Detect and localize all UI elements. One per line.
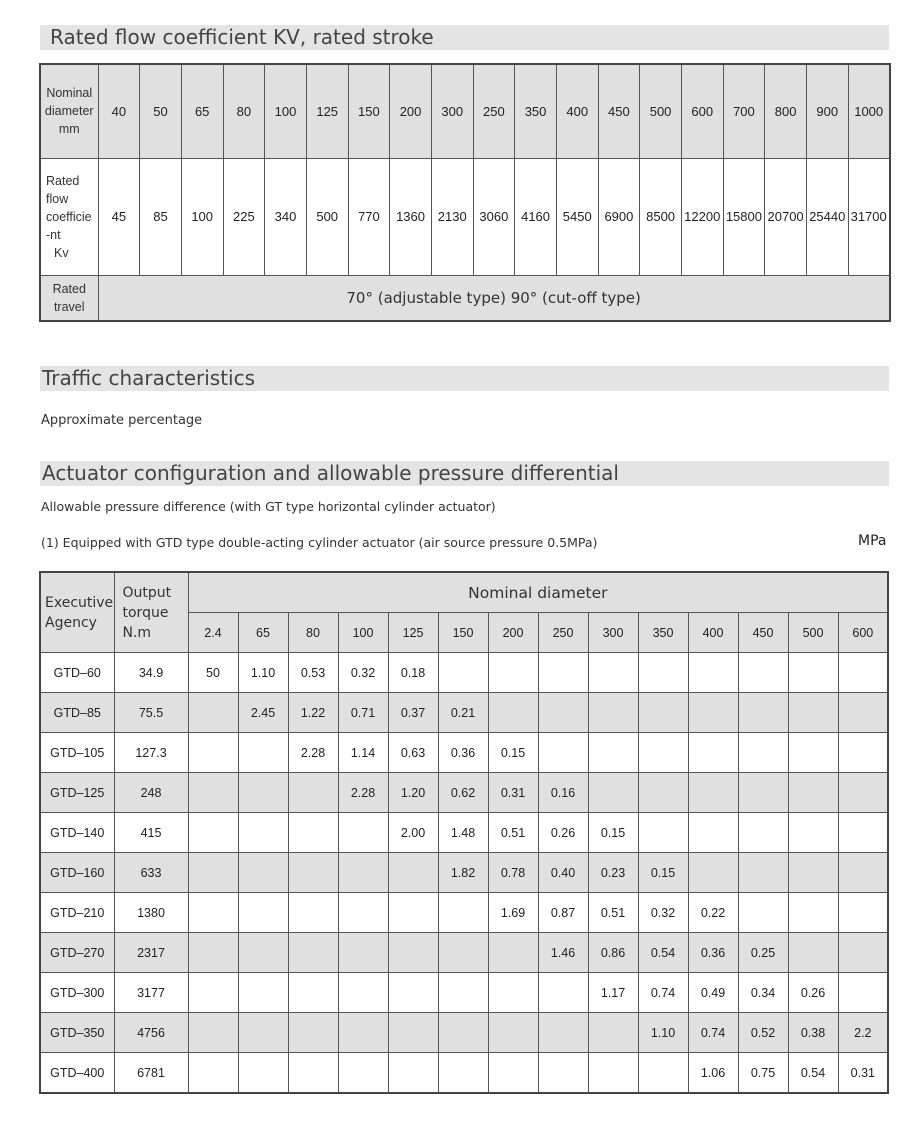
pressure-value-cell: 0.53: [288, 653, 338, 693]
pressure-value-cell: 1.20: [388, 773, 438, 813]
pressure-value-cell: [688, 693, 738, 733]
pressure-value-cell: 0.16: [538, 773, 588, 813]
header-line: torque: [122, 604, 169, 621]
table-row: [40, 893, 888, 933]
pressure-value-cell: [238, 893, 288, 933]
pressure-value-cell: [238, 1053, 288, 1094]
pressure-value-cell: [738, 813, 788, 853]
pressure-value-cell: [238, 973, 288, 1013]
pressure-value-cell: 1.48: [438, 813, 488, 853]
nominal-diameter-cell: 80: [223, 64, 265, 158]
actuator-model-cell: GTD–85: [40, 693, 114, 733]
pressure-value-cell: 1.06: [688, 1053, 738, 1094]
pressure-value-cell: [388, 1053, 438, 1094]
pressure-value-cell: [838, 813, 888, 853]
pressure-value-cell: 0.63: [388, 733, 438, 773]
row-nominal-diameter: [40, 64, 890, 158]
nominal-diameter-cell: 1000: [848, 64, 890, 158]
pressure-value-cell: [438, 933, 488, 973]
pressure-value-cell: 1.46: [538, 933, 588, 973]
pressure-value-cell: [538, 733, 588, 773]
diameter-header-cell: 100: [338, 613, 388, 653]
section-title-flow: Rated flow coefficient KV, rated stroke: [50, 25, 434, 49]
label-line: Rated: [52, 281, 86, 296]
nominal-diameter-cell: 125: [306, 64, 348, 158]
pressure-value-cell: [338, 893, 388, 933]
pressure-value-cell: [388, 973, 438, 1013]
pressure-value-cell: [788, 933, 838, 973]
diameter-header-cell: 80: [288, 613, 338, 653]
pressure-value-cell: [388, 853, 438, 893]
nominal-diameter-cell: 200: [390, 64, 432, 158]
pressure-value-cell: [288, 1053, 338, 1094]
pressure-value-cell: [738, 773, 788, 813]
pressure-value-cell: [488, 1053, 538, 1094]
diameter-header-cell: 450: [738, 613, 788, 653]
pressure-value-cell: [438, 973, 488, 1013]
pressure-value-cell: [188, 973, 238, 1013]
pressure-value-cell: [588, 1053, 638, 1094]
output-torque-cell: 1380: [114, 893, 188, 933]
pressure-value-cell: [638, 813, 688, 853]
pressure-value-cell: [838, 653, 888, 693]
pressure-value-cell: [538, 1053, 588, 1094]
table-row: [40, 653, 888, 693]
nominal-diameter-cell: 300: [431, 64, 473, 158]
nominal-diameter-cell: 900: [806, 64, 848, 158]
pressure-value-cell: [388, 893, 438, 933]
pressure-value-cell: 0.75: [738, 1053, 788, 1094]
pressure-value-cell: 2.00: [388, 813, 438, 853]
nominal-diameter-cell: 500: [640, 64, 682, 158]
nominal-diameter-cell: 65: [181, 64, 223, 158]
pressure-value-cell: 2.45: [238, 693, 288, 733]
pressure-value-cell: [488, 973, 538, 1013]
pressure-value-cell: 0.52: [738, 1013, 788, 1053]
pressure-value-cell: 1.22: [288, 693, 338, 733]
pressure-value-cell: [538, 653, 588, 693]
header-line: Agency: [45, 614, 97, 631]
pressure-value-cell: 1.10: [638, 1013, 688, 1053]
pressure-value-cell: [188, 893, 238, 933]
pressure-value-cell: [538, 1013, 588, 1053]
pressure-value-cell: 0.38: [788, 1013, 838, 1053]
kv-value-cell: 3060: [473, 158, 515, 275]
table-row: [40, 1053, 888, 1094]
header-executive-agency: [40, 572, 114, 653]
kv-value-cell: 1360: [390, 158, 432, 275]
pressure-value-cell: [588, 1013, 638, 1053]
output-torque-cell: 3177: [114, 973, 188, 1013]
nominal-diameter-cell: 700: [723, 64, 765, 158]
pressure-value-cell: [538, 693, 588, 733]
label-line: Nominal: [46, 86, 93, 101]
pressure-value-cell: [238, 1013, 288, 1053]
kv-value-cell: 12200: [681, 158, 723, 275]
actuator-model-cell: GTD–60: [40, 653, 114, 693]
pressure-value-cell: [738, 853, 788, 893]
pressure-value-cell: [588, 693, 638, 733]
pressure-value-cell: 0.26: [788, 973, 838, 1013]
actuator-model-cell: GTD–400: [40, 1053, 114, 1094]
pressure-value-cell: 1.69: [488, 893, 538, 933]
output-torque-cell: 75.5: [114, 693, 188, 733]
actuator-model-cell: GTD–160: [40, 853, 114, 893]
pressure-value-cell: [688, 853, 738, 893]
pressure-value-cell: 0.71: [338, 693, 388, 733]
pressure-value-cell: 0.86: [588, 933, 638, 973]
pressure-value-cell: 1.14: [338, 733, 388, 773]
kv-value-cell: 100: [181, 158, 223, 275]
pressure-value-cell: [288, 973, 338, 1013]
diameter-header-cell: 350: [638, 613, 688, 653]
pressure-value-cell: 2.28: [338, 773, 388, 813]
pressure-value-cell: 0.54: [788, 1053, 838, 1094]
pressure-value-cell: [838, 853, 888, 893]
pressure-value-cell: 0.15: [488, 733, 538, 773]
rated-travel-value: 70° (adjustable type) 90° (cut-off type): [98, 275, 890, 321]
pressure-value-cell: [288, 933, 338, 973]
pressure-value-cell: 0.34: [738, 973, 788, 1013]
pressure-value-cell: [288, 813, 338, 853]
pressure-value-cell: [838, 733, 888, 773]
pressure-value-cell: [338, 853, 388, 893]
pressure-value-cell: [488, 653, 538, 693]
actuator-model-cell: GTD–270: [40, 933, 114, 973]
kv-value-cell: 770: [348, 158, 390, 275]
kv-value-cell: 45: [98, 158, 140, 275]
rated-travel-label: [40, 275, 98, 321]
pressure-value-cell: 1.17: [588, 973, 638, 1013]
kv-value-cell: 6900: [598, 158, 640, 275]
nominal-diameter-cell: 40: [98, 64, 140, 158]
pressure-value-cell: [788, 733, 838, 773]
traffic-note: Approximate percentage: [41, 413, 203, 428]
pressure-value-cell: [788, 853, 838, 893]
pressure-value-cell: 0.40: [538, 853, 588, 893]
pressure-value-cell: [788, 653, 838, 693]
pressure-value-cell: 0.22: [688, 893, 738, 933]
pressure-value-cell: 0.54: [638, 933, 688, 973]
output-torque-cell: 633: [114, 853, 188, 893]
header-nominal-diameter: Nominal diameter: [188, 572, 888, 613]
pressure-value-cell: 0.74: [688, 1013, 738, 1053]
pressure-value-cell: [638, 1053, 688, 1094]
pressure-value-cell: [788, 893, 838, 933]
pressure-value-cell: [838, 933, 888, 973]
diameter-header-cell: 250: [538, 613, 588, 653]
nominal-diameter-cell: 150: [348, 64, 390, 158]
pressure-value-cell: [488, 933, 538, 973]
actuator-model-cell: GTD–350: [40, 1013, 114, 1053]
pressure-value-cell: [188, 933, 238, 973]
pressure-value-cell: 1.10: [238, 653, 288, 693]
pressure-value-cell: 0.21: [438, 693, 488, 733]
pressure-value-cell: [288, 773, 338, 813]
pressure-value-cell: [288, 853, 338, 893]
pressure-value-cell: [588, 653, 638, 693]
pressure-value-cell: 0.87: [538, 893, 588, 933]
pressure-value-cell: [188, 853, 238, 893]
pressure-value-cell: 0.51: [588, 893, 638, 933]
flow-coefficient-table: [39, 63, 891, 322]
nominal-diameter-cell: 250: [473, 64, 515, 158]
pressure-value-cell: [338, 1013, 388, 1053]
kv-value-cell: 225: [223, 158, 265, 275]
label-line: coefficie: [46, 209, 92, 224]
pressure-value-cell: [788, 813, 838, 853]
nominal-diameter-cell: 400: [556, 64, 598, 158]
pressure-value-cell: [188, 1013, 238, 1053]
actuator-model-cell: GTD–210: [40, 893, 114, 933]
nominal-diameter-cell: 800: [765, 64, 807, 158]
kv-value-cell: 2130: [431, 158, 473, 275]
section-title-actuator: Actuator configuration and allowable pressure differential: [42, 461, 619, 485]
pressure-value-cell: 0.36: [688, 933, 738, 973]
kv-value-cell: 500: [306, 158, 348, 275]
nominal-diameter-cell: 350: [515, 64, 557, 158]
pressure-value-cell: 0.78: [488, 853, 538, 893]
output-torque-cell: 2317: [114, 933, 188, 973]
label-line: Rated: [46, 173, 80, 188]
pressure-value-cell: [188, 773, 238, 813]
pressure-value-cell: 0.74: [638, 973, 688, 1013]
pressure-note-2: (1) Equipped with GTD type double-acting cylinder actuator (air source pressure 0.5MPa): [41, 535, 598, 550]
pressure-value-cell: 0.26: [538, 813, 588, 853]
diameter-header-cell: 300: [588, 613, 638, 653]
pressure-value-cell: 0.32: [638, 893, 688, 933]
table-row: [40, 933, 888, 973]
pressure-value-cell: [688, 653, 738, 693]
table-row: [40, 813, 888, 853]
pressure-value-cell: [238, 933, 288, 973]
pressure-value-cell: 0.49: [688, 973, 738, 1013]
table-row: [40, 853, 888, 893]
actuator-model-cell: GTD–105: [40, 733, 114, 773]
pressure-value-cell: 0.15: [588, 813, 638, 853]
pressure-value-cell: [638, 653, 688, 693]
kv-value-cell: 4160: [515, 158, 557, 275]
pressure-value-cell: [438, 1013, 488, 1053]
pressure-value-cell: 0.15: [638, 853, 688, 893]
label-line: diameter: [44, 104, 94, 119]
pressure-value-cell: [238, 813, 288, 853]
output-torque-cell: 415: [114, 813, 188, 853]
diameter-header-cell: 2.4: [188, 613, 238, 653]
section-title-bar-traffic: [40, 366, 889, 391]
pressure-note-1: Allowable pressure difference (with GT type horizontal cylinder actuator): [41, 499, 496, 514]
kv-value-cell: 85: [140, 158, 182, 275]
diameter-header-cell: 600: [838, 613, 888, 653]
pressure-value-cell: [338, 1053, 388, 1094]
pressure-value-cell: 0.23: [588, 853, 638, 893]
pressure-value-cell: [238, 773, 288, 813]
label-line: -nt: [46, 227, 61, 242]
nominal-diameter-cell: 50: [140, 64, 182, 158]
unit-label: MPa: [858, 533, 887, 549]
output-torque-cell: 6781: [114, 1053, 188, 1094]
actuator-model-cell: GTD–300: [40, 973, 114, 1013]
diameter-header-cell: 65: [238, 613, 288, 653]
pressure-value-cell: [838, 693, 888, 733]
pressure-value-cell: [438, 1053, 488, 1094]
pressure-value-cell: 1.82: [438, 853, 488, 893]
table-row: [40, 693, 888, 733]
pressure-value-cell: [238, 853, 288, 893]
table-row: [40, 733, 888, 773]
pressure-value-cell: [438, 653, 488, 693]
pressure-value-cell: [588, 773, 638, 813]
pressure-value-cell: [338, 933, 388, 973]
pressure-value-cell: [738, 733, 788, 773]
table-row: [40, 973, 888, 1013]
section-title-traffic: Traffic characteristics: [42, 366, 256, 390]
pressure-value-cell: 0.51: [488, 813, 538, 853]
label-line: Kv: [54, 245, 69, 260]
actuator-model-cell: GTD–140: [40, 813, 114, 853]
pressure-value-cell: [488, 1013, 538, 1053]
label-line: flow: [46, 191, 69, 206]
table-row: [40, 773, 888, 813]
pressure-value-cell: 0.36: [438, 733, 488, 773]
pressure-value-cell: [288, 1013, 338, 1053]
kv-value-cell: 8500: [640, 158, 682, 275]
nominal-diameter-cell: 600: [681, 64, 723, 158]
pressure-value-cell: [488, 693, 538, 733]
pressure-differential-table: [39, 571, 889, 1094]
section-title-bar-flow: [40, 25, 889, 50]
pressure-value-cell: [838, 773, 888, 813]
pressure-value-cell: [838, 893, 888, 933]
pressure-value-cell: [188, 813, 238, 853]
kv-value-cell: 20700: [765, 158, 807, 275]
pressure-value-cell: [388, 1013, 438, 1053]
actuator-model-cell: GTD–125: [40, 773, 114, 813]
pressure-value-cell: [738, 653, 788, 693]
pressure-value-cell: [188, 693, 238, 733]
header-row-1: [40, 572, 888, 613]
pressure-value-cell: [338, 973, 388, 1013]
pressure-value-cell: [288, 893, 338, 933]
pressure-value-cell: [688, 733, 738, 773]
pressure-value-cell: [838, 973, 888, 1013]
diameter-header-cell: 200: [488, 613, 538, 653]
row-flow-coefficient: [40, 158, 890, 275]
pressure-value-cell: [188, 733, 238, 773]
nominal-diameter-cell: 450: [598, 64, 640, 158]
pressure-value-cell: [738, 693, 788, 733]
label-line: mm: [58, 122, 80, 137]
pressure-value-cell: [188, 1053, 238, 1094]
pressure-value-cell: 0.18: [388, 653, 438, 693]
pressure-value-cell: 0.31: [488, 773, 538, 813]
pressure-value-cell: 2.2: [838, 1013, 888, 1053]
pressure-value-cell: [738, 893, 788, 933]
label-line: travel: [53, 299, 85, 314]
pressure-value-cell: [338, 813, 388, 853]
flow-coefficient-label: [40, 158, 98, 275]
kv-value-cell: 340: [265, 158, 307, 275]
kv-value-cell: 15800: [723, 158, 765, 275]
pressure-value-cell: [638, 733, 688, 773]
header-line: Executive: [45, 594, 114, 611]
pressure-value-cell: 0.32: [338, 653, 388, 693]
kv-value-cell: 25440: [806, 158, 848, 275]
pressure-value-cell: 50: [188, 653, 238, 693]
pressure-value-cell: 0.37: [388, 693, 438, 733]
pressure-value-cell: [638, 773, 688, 813]
diameter-header-cell: 500: [788, 613, 838, 653]
nominal-diameter-cell: 100: [265, 64, 307, 158]
pressure-value-cell: [388, 933, 438, 973]
table-row: [40, 1013, 888, 1053]
diameter-header-cell: 150: [438, 613, 488, 653]
kv-value-cell: 31700: [848, 158, 890, 275]
output-torque-cell: 248: [114, 773, 188, 813]
output-torque-cell: 34.9: [114, 653, 188, 693]
pressure-value-cell: [688, 813, 738, 853]
diameter-header-cell: 125: [388, 613, 438, 653]
pressure-value-cell: 0.25: [738, 933, 788, 973]
output-torque-cell: 127.3: [114, 733, 188, 773]
row-rated-travel: [40, 275, 890, 321]
kv-value-cell: 5450: [556, 158, 598, 275]
pressure-value-cell: [638, 693, 688, 733]
header-line: Output: [122, 584, 172, 601]
pressure-value-cell: [788, 693, 838, 733]
nominal-diameter-label: [40, 64, 98, 158]
header-output-torque: [114, 572, 188, 653]
pressure-value-cell: [438, 893, 488, 933]
pressure-value-cell: 0.31: [838, 1053, 888, 1094]
pressure-value-cell: [538, 973, 588, 1013]
pressure-value-cell: [788, 773, 838, 813]
header-line: N.m: [122, 624, 152, 641]
pressure-value-cell: [688, 773, 738, 813]
pressure-value-cell: [238, 733, 288, 773]
diameter-header-cell: 400: [688, 613, 738, 653]
pressure-value-cell: 2.28: [288, 733, 338, 773]
pressure-value-cell: 0.62: [438, 773, 488, 813]
section-title-bar-actuator: [40, 461, 889, 486]
pressure-value-cell: [588, 733, 638, 773]
output-torque-cell: 4756: [114, 1013, 188, 1053]
